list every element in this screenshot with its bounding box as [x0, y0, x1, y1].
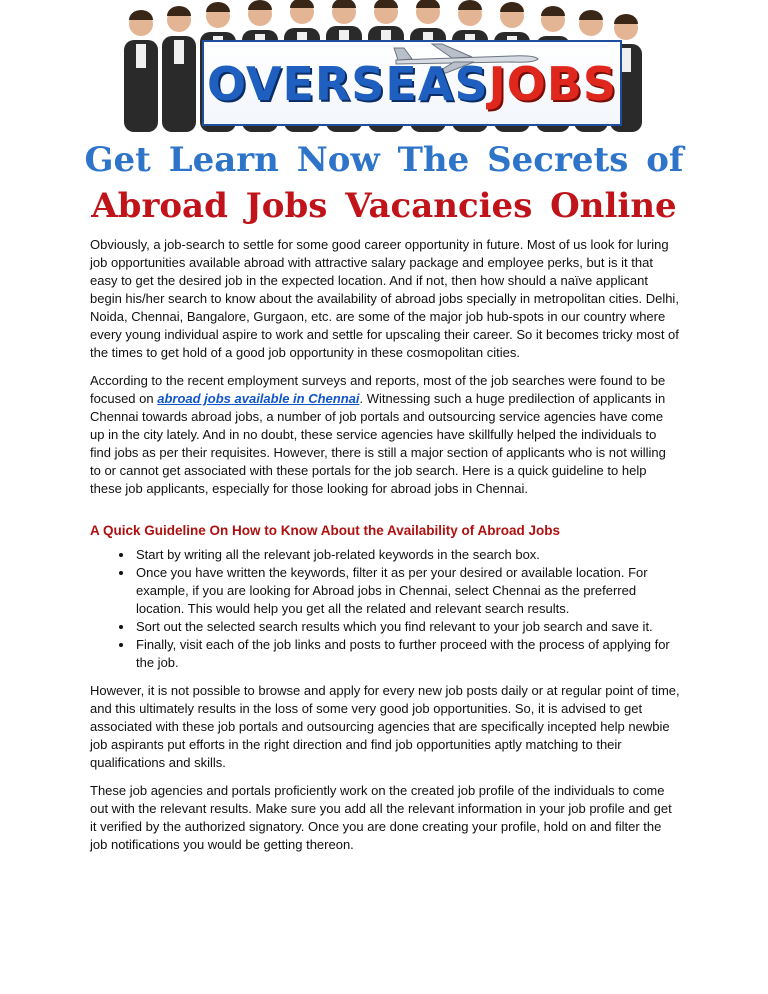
paragraph-intro: Obviously, a job-search to settle for some good career opportunity in future. Most of us look for luring job opportunities available abroad with attractive salary package and employee perks, but is it that easy to get the desired job in the expected location. And if not, then how should a naïve applicant begin his/her search to know about the availability of abroad jobs specially in metropolitan cities. Delhi, Noida, Chennai, Bangalore, Gurgaon, etc. are some of the major job hub-spots in our country where every young individual aspire to work and settle for upscaling their career. So it becomes tricky most of the times to get hold of a good job opportunity in these cosmopolitan cities. [90, 237, 679, 360]
guideline-list [90, 546, 680, 672]
page-title-line-1: Get Learn Now The Secrets of [84, 140, 684, 180]
page-title-line-2: Abroad Jobs Vacancies Online [91, 186, 677, 226]
header-banner [118, 0, 646, 132]
list-item: • Finally, visit each of the job links and posts to further proceed with the process of applying for the job. [134, 636, 680, 672]
paragraph-chennai-text-after: . Witnessing such a huge predilection of applicants in Chennai towards abroad jobs, a number of job portals and outsourcing service agencies have come up in the city lately. And in no doubt, these service agencies have skillfully helped the individuals to find jobs as per their requisites. However, there is still a major section of applicants who is not willing to or cannot get associated with these portals for the job search. Here is a quick guideline to help these job applicants, especially for those looking for abroad jobs in Chennai. [90, 391, 666, 496]
list-item: • Sort out the selected search results which you find relevant to your job search and save it. [134, 618, 680, 636]
paragraph-chennai-text-before: According to the recent employment surveys and reports, most of the job searches were found to be focused on [90, 373, 666, 406]
guideline-heading: A Quick Guideline On How to Know About the Availability of Abroad Jobs [90, 523, 561, 538]
list-item: • Once you have written the keywords, filter it as per your desired or available location. For example, if you are looking for Abroad jobs in Chennai, select Chennai as the preferred location. This would help you get all the related and relevant search results. [134, 564, 680, 618]
paragraph-agencies: These job agencies and portals proficiently work on the created job profile of the individuals to come out with the relevant results. Make sure you add all the relevant information in your job profile and get it verified by the authorized signatory. Once you are done creating your profile, hold on and filter the job notifications you would be getting thereon. [90, 783, 672, 852]
paragraph-chennai [90, 372, 680, 498]
logo-part-overseas: OVERSEAS [206, 57, 489, 111]
list-item: • Start by writing all the relevant job-related keywords in the search box. [134, 546, 680, 564]
logo-part-jobs: JOBS [488, 57, 618, 111]
article-body [90, 236, 680, 864]
paragraph-portals: However, it is not possible to browse and apply for every new job posts daily or at regular point of time, and this ultimately results in the loss of some very good job opportunities. So, it is advised to get associated with these job portals and outsourcing agencies that are specifically incepted help newbie job aspirants put efforts in the right direction and find job opportunities aptly matching to their qualifications and skills. [90, 683, 680, 770]
logo-wordmark [204, 54, 620, 114]
abroad-jobs-chennai-link[interactable]: abroad jobs available in Chennai [157, 391, 360, 406]
overseas-jobs-logo [202, 40, 622, 126]
